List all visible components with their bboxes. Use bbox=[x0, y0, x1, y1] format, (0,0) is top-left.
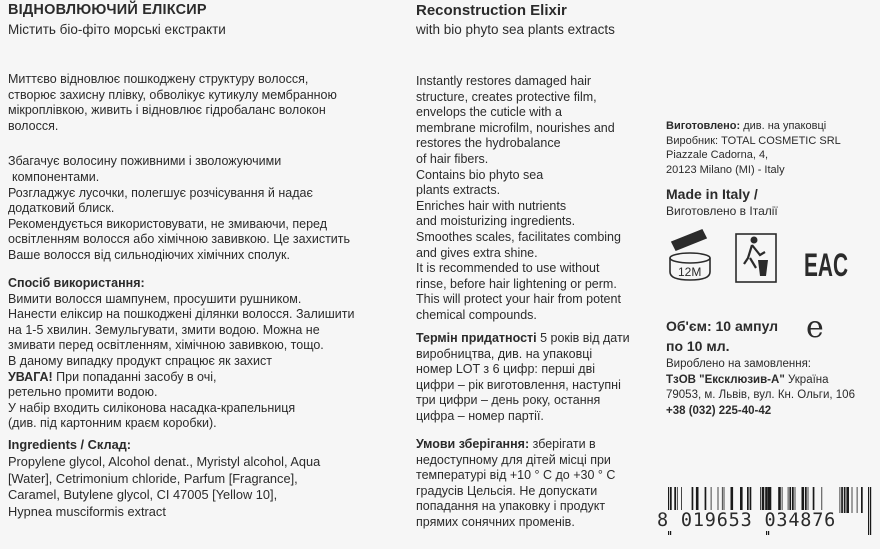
shelf-line: три цифри – день року, остання bbox=[416, 393, 601, 408]
en-desc-line: It is recommended to use without bbox=[416, 261, 600, 276]
ua-desc2-line: Збагачує волосину поживними і зволожуючими bbox=[8, 154, 282, 169]
distributor-country: Україна bbox=[784, 373, 829, 386]
ua-desc2-line: Розгладжує лусочки, полегшує розчісування й надає bbox=[8, 185, 313, 200]
ingredients-title: Ingredients / Склад: bbox=[8, 437, 132, 452]
en-desc-line: and gives extra shine. bbox=[416, 245, 538, 260]
shelf-first-text: 5 років від дати bbox=[536, 331, 630, 345]
en-desc-line: chemical compounds. bbox=[416, 307, 537, 322]
barcode-bar bbox=[868, 487, 869, 535]
en-desc-line: Instantly restores damaged hair bbox=[416, 74, 592, 88]
barcode-number: 8 019653 034876 bbox=[657, 510, 837, 531]
ua-desc2-line: освітленням волосся або хімічною завивкою. Це захистить bbox=[8, 232, 351, 247]
shelf-label: Термін придатності bbox=[416, 331, 537, 345]
warning-line bbox=[8, 370, 355, 386]
usage-block bbox=[8, 276, 355, 432]
warning-label: УВАГА! bbox=[8, 369, 53, 384]
shelf-line: виробництва, див. на упаковці bbox=[416, 346, 593, 361]
storage-first-text: зберігати в bbox=[529, 437, 596, 451]
distributor-phone: +38 (032) 225-40-42 bbox=[666, 404, 772, 417]
manufacture-date-line bbox=[666, 119, 841, 134]
en-desc-line: and moisturizing ingredients. bbox=[416, 214, 576, 229]
made-in-italy: Made in Italy / bbox=[666, 186, 758, 202]
ingredients-line: Hypnea musciformis extract bbox=[8, 504, 166, 520]
ua-description bbox=[8, 72, 403, 270]
manufacturer-block bbox=[666, 119, 841, 177]
warning-line: У набір входить силіконова насадка-крапельниця bbox=[8, 400, 296, 415]
manufacture-date-label: Виготовлено: bbox=[666, 120, 741, 132]
usage-title: Спосіб використання: bbox=[8, 276, 145, 290]
en-desc-line: membrane microfilm, nourishes and bbox=[416, 120, 615, 135]
barcode-bar bbox=[852, 487, 853, 513]
made-in-italy-ua: Виготовлено в Італії bbox=[666, 204, 778, 218]
producer-address-line: Piazzale Cadorna, 4, bbox=[666, 149, 769, 161]
shelf-line: цифра – номер партії. bbox=[416, 408, 544, 423]
barcode-bar bbox=[870, 487, 871, 535]
ua-desc2-line: додатковий блиск. bbox=[8, 201, 115, 216]
usage-line: на 1-5 хвилин. Земульгувати, змити водою. Можна не bbox=[8, 322, 320, 337]
ua-desc1-line: волосся. bbox=[8, 118, 59, 133]
en-desc-line: restores the hydrobalance bbox=[416, 136, 561, 151]
distributor-name-line bbox=[666, 373, 855, 389]
en-desc-line: This will protect your hair from potent bbox=[416, 292, 621, 307]
volume-line: Об'єм: 10 ампул bbox=[666, 318, 779, 334]
ua-desc1-line: мікроплівкою, живить і відновлює гідробаланс волокон bbox=[8, 103, 326, 118]
usage-line: В даному випадку продукт спрацює як захист bbox=[8, 353, 272, 368]
manufacture-date-value: див. на упаковці bbox=[740, 120, 827, 132]
producer-label: Виробник: bbox=[666, 134, 719, 147]
volume-line: по 10 мл. bbox=[666, 338, 730, 354]
barcode-bar bbox=[840, 487, 841, 513]
en-description bbox=[416, 74, 656, 324]
shelf-first-line bbox=[416, 331, 630, 347]
ua-desc2-line: Рекомендується використовувати, не змиваючи, перед bbox=[8, 216, 328, 231]
ingredients-line: [Water], Cetrimonium chloride, Parfum [Fragrance], bbox=[8, 470, 298, 486]
distributor-address: 79053, м. Львів, вул. Кн. Ольги, 106 bbox=[666, 389, 855, 401]
volume-block bbox=[666, 316, 778, 356]
producer-value: TOTAL COSMETIC SRL bbox=[718, 134, 841, 147]
en-desc-line: envelops the cuticle with a bbox=[416, 105, 562, 120]
en-desc-line: Contains bio phyto sea bbox=[416, 167, 544, 182]
barcode-bar bbox=[841, 487, 843, 513]
symbols-row bbox=[666, 220, 856, 290]
storage-label: Умови зберігання: bbox=[416, 437, 530, 451]
estimated-sign-icon: e bbox=[806, 310, 824, 345]
barcode-bar bbox=[844, 487, 846, 513]
ua-subtitle: Містить біо-фіто морські екстракти bbox=[8, 22, 226, 37]
ingredients-line: Caramel, Butylene glycol, CI 47005 [Yellow 10], bbox=[8, 487, 278, 503]
ua-desc2-line: Ваше волосся від сильнодіючих хімічних сполук. bbox=[8, 247, 290, 262]
ua-desc2-line: компонентами. bbox=[12, 169, 100, 184]
warning-text: При попаданні засобу в очі, bbox=[52, 369, 217, 384]
made-in-block bbox=[666, 186, 778, 220]
tidy-man-icon bbox=[736, 234, 776, 282]
ua-title: ВІДНОВЛЮЮЧИЙ ЕЛІКСИР bbox=[8, 2, 207, 18]
storage-line: градусів Цельсія. Не допускати bbox=[416, 483, 598, 498]
producer-line bbox=[666, 134, 841, 149]
barcode-bar bbox=[861, 487, 863, 513]
warning-line: (див. під картонним краєм коробки). bbox=[8, 416, 217, 431]
en-desc-line: of hair fibers. bbox=[416, 151, 489, 166]
en-desc-line: structure, creates protective film, bbox=[416, 89, 597, 104]
ingredients-block bbox=[8, 437, 320, 521]
storage-line: недоступному для дітей місці при bbox=[416, 452, 611, 467]
en-desc-line: rinse, before hair lightening or perm. bbox=[416, 276, 617, 291]
storage-line: температурі від +10 ° С до +30 ° С bbox=[416, 468, 616, 483]
usage-line: змивати перед освітленням, хімічною завивкою, тощо. bbox=[8, 338, 324, 353]
shelf-line: цифри – рік виготовлення, наступні bbox=[416, 377, 621, 392]
warning-line: ретельно промити водою. bbox=[8, 385, 158, 400]
en-desc-line: plants extracts. bbox=[416, 183, 501, 198]
usage-line: Нанести еліксир на пошкоджені ділянки волосся. Залишити bbox=[8, 307, 355, 322]
en-desc-line: Enriches hair with nutrients bbox=[416, 198, 567, 213]
shelf-life-block bbox=[416, 331, 630, 425]
barcode-bar bbox=[857, 487, 858, 513]
storage-first-line bbox=[416, 437, 615, 453]
eac-icon: EAC bbox=[804, 247, 848, 283]
distributor-name: ТзОВ "Ексклюзив-А" bbox=[666, 373, 785, 386]
en-desc-line: Smoothes scales, facilitates combing bbox=[416, 229, 621, 244]
distributor-block bbox=[666, 357, 855, 419]
storage-line: прямих сонячних променів. bbox=[416, 514, 575, 529]
ua-desc1-line: створює захисну плівку, обволікує кутикулу мембранною bbox=[8, 87, 337, 102]
ua-desc1-line: Миттєво відновлює пошкоджену структуру волосся, bbox=[8, 72, 309, 86]
storage-block bbox=[416, 437, 615, 531]
pao-label: 12M bbox=[678, 265, 702, 279]
en-title: Reconstruction Elixir bbox=[416, 2, 567, 19]
barcode-bar bbox=[846, 487, 849, 513]
shelf-line: номер LOT з 6 цифр: перші дві bbox=[416, 362, 595, 377]
storage-line: попадання на упаковку і продукт bbox=[416, 499, 606, 514]
producer-address-line: 20123 Milano (MI) - Italy bbox=[666, 163, 785, 176]
en-subtitle: with bio phyto sea plants extracts bbox=[416, 22, 615, 37]
usage-line: Вимити волосся шампунем, просушити рушником. bbox=[8, 291, 302, 306]
distributor-title: Вироблено на замовлення: bbox=[666, 358, 811, 370]
ingredients-line: Propylene glycol, Alcohol denat., Myristyl alcohol, Aqua bbox=[8, 453, 321, 469]
